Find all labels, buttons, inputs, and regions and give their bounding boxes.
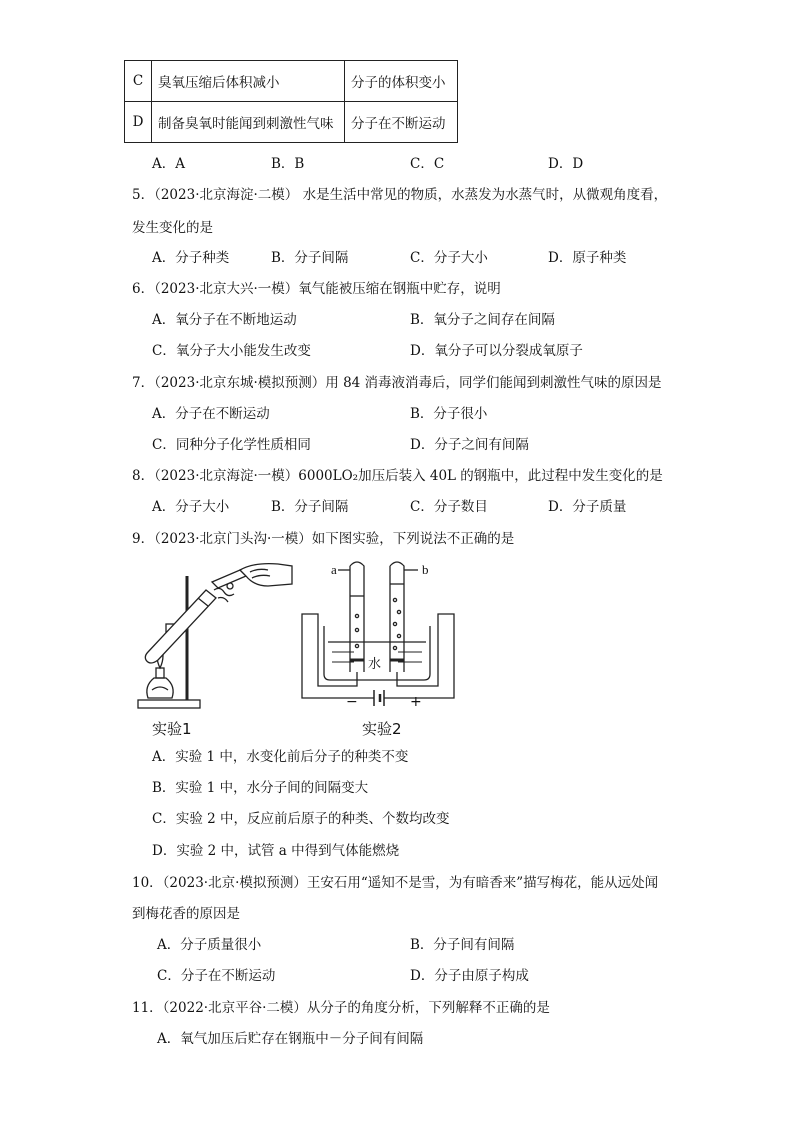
tube-a-label: a: [331, 562, 337, 577]
table-row: [125, 102, 458, 143]
q9-option-d: D．实验 2 中，试管 a 中得到气体能燃烧: [152, 843, 400, 859]
table-cell-letter: D: [125, 102, 152, 143]
q5-option-d: D．原子种类: [548, 250, 627, 266]
q8-option-a: A．分子大小: [152, 499, 230, 515]
q7-stem: 7．（2023·北京东城·模拟预测）用 84 消毒液消毒后，同学们能闻到刺激性气味的原因是: [132, 375, 662, 391]
tube-b-label: b: [422, 562, 429, 577]
water-label: 水: [368, 657, 382, 672]
plus-label: +: [410, 694, 422, 710]
q9-option-c: C．实验 2 中，反应前后原子的种类、个数均改变: [152, 811, 450, 827]
q8-option-d: D．分子质量: [548, 499, 627, 515]
answer-table: [124, 60, 458, 143]
q4-option-c: C．C: [410, 156, 445, 172]
q7-option-d: D．分子之间有间隔: [410, 437, 529, 453]
minus-label: −: [346, 694, 358, 710]
q11-stem: 11．（2022·北京平谷·二模）从分子的角度分析，下列解释不正确的是: [132, 1000, 550, 1016]
hand-with-glass-plate: [212, 564, 292, 588]
q5-option-b: B．分子间隔: [271, 250, 349, 266]
q10-stem-line1: 10．（2023·北京·模拟预测）王安石用“遥知不是雪，为有暗香来”描写梅花，能从远处闻: [132, 875, 659, 891]
q11-option-a: A．氧气加压后贮存在钢瓶中－分子间有间隔: [157, 1031, 424, 1047]
q10-option-a: A．分子质量很小: [157, 937, 262, 953]
q5-stem-line2: 发生变化的是: [132, 220, 213, 236]
q7-option-b: B．分子很小: [410, 406, 488, 422]
q4-option-b: B．B: [271, 156, 305, 172]
q9-stem: 9．（2023·北京门头沟·一模）如下图实验，下列说法不正确的是: [132, 531, 515, 547]
table-cell-phenomenon: 臭氧压缩后体积减小: [152, 61, 345, 102]
q6-option-a: A．氧分子在不断地运动: [152, 312, 297, 328]
q10-option-d: D．分子由原子构成: [410, 968, 529, 984]
q10-stem-line2: 到梅花香的原因是: [132, 906, 240, 922]
q10-option-b: B．分子间有间隔: [410, 937, 515, 953]
q4-option-a: A．A: [152, 156, 185, 172]
q7-option-a: A．分子在不断运动: [152, 406, 270, 422]
q7-option-c: C．同种分子化学性质相同: [152, 437, 311, 453]
q5-option-a: A．分子种类: [152, 250, 230, 266]
q6-option-d: D．氧分子可以分裂成氧原子: [410, 343, 583, 359]
q8-option-b: B．分子间隔: [271, 499, 349, 515]
table-row: [125, 61, 458, 102]
q10-option-c: C．分子在不断运动: [157, 968, 276, 984]
q6-option-b: B．氧分子之间存在间隔: [410, 312, 555, 328]
test-tube: [145, 583, 234, 663]
q5-option-c: C．分子大小: [410, 250, 488, 266]
q9-option-b: B．实验 1 中，水分子间的间隔变大: [152, 780, 369, 796]
q6-option-c: C．氧分子大小能发生改变: [152, 343, 311, 359]
q9-option-a: A．实验 1 中，水变化前后分子的种类不变: [152, 749, 409, 765]
q5-stem-line1: 5．（2023·北京海淀·二模） 水是生活中常见的物质，水蒸发为水蒸气时，从微观角度看，: [132, 187, 668, 203]
q6-stem: 6．（2023·北京大兴·一模）氧气能被压缩在钢瓶中贮存，说明: [132, 281, 501, 297]
q8-option-c: C．分子数目: [410, 499, 488, 515]
q4-option-d: D．D: [548, 156, 584, 172]
q8-stem: 8．（2023·北京海淀·一模）6000LO₂加压后装入 40L 的钢瓶中，此过程中发生变化的是: [132, 468, 663, 484]
experiment-1-label: 实验1: [152, 720, 192, 738]
table-cell-phenomenon: 制备臭氧时能闻到刺激性气味: [152, 102, 345, 143]
electrolysis-apparatus: [302, 562, 454, 706]
experiment-figure: [128, 556, 468, 742]
table-cell-explanation: 分子在不断运动: [345, 102, 458, 143]
table-cell-letter: C: [125, 61, 152, 102]
table-cell-explanation: 分子的体积变小: [345, 61, 458, 102]
experiment-2-label: 实验2: [362, 720, 402, 738]
